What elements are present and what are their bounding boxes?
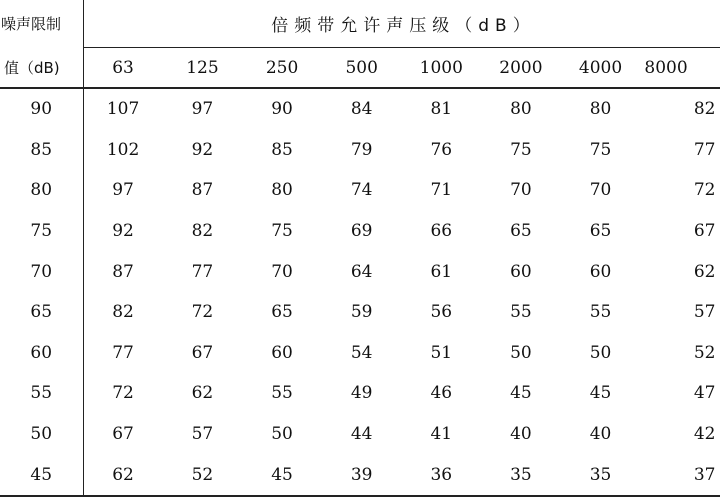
noise-limit-header-line1: 噪声限制 [0,0,83,48]
sound-pressure-cell: 92 [191,139,214,160]
sound-pressure-cell: 71 [430,180,453,201]
sound-pressure-cell: 45 [242,454,322,496]
sound-pressure-cell: 67 [693,221,716,242]
sound-pressure-cell: 75 [510,139,532,160]
sound-pressure-cell: 81 [430,99,453,120]
table-row [0,88,720,130]
sound-pressure-cell: 82 [693,99,716,120]
table-row [0,170,720,211]
frequency-header: 250 [242,48,322,89]
sound-pressure-cell: 80 [271,180,293,201]
sound-pressure-cell: 55 [271,383,293,404]
sound-pressure-cell: 45 [589,383,612,404]
sound-pressure-cell: 41 [430,424,453,445]
sound-pressure-cell: 40 [589,424,612,445]
sound-pressure-cell: 74 [350,180,373,201]
sound-pressure-cell: 65 [510,221,532,242]
frequency-header: 63 [83,48,163,89]
table-row [0,292,720,333]
table-row [0,333,720,374]
sound-pressure-cell: 62 [693,261,716,282]
sound-pressure-cell: 45 [510,383,532,404]
sound-pressure-cell: 65 [271,302,293,323]
sound-pressure-cell: 51 [430,342,453,363]
sound-pressure-cell: 40 [510,424,532,445]
noise-limit-cell: 75 [0,211,83,252]
table-body [0,88,720,496]
sound-pressure-cell: 82 [112,302,134,323]
sound-pressure-cell: 72 [112,383,134,404]
sound-pressure-cell: 50 [510,342,532,363]
sound-pressure-cell: 64 [350,261,373,282]
sound-pressure-cell: 55 [589,302,612,323]
sound-pressure-cell: 47 [693,383,716,404]
noise-limit-cell: 70 [0,251,83,292]
sound-pressure-cell: 50 [271,424,293,445]
sound-pressure-cell: 97 [112,180,134,201]
header-row-title [0,0,720,48]
sound-pressure-cell: 55 [510,302,532,323]
sound-pressure-cell: 102 [106,139,140,160]
sound-pressure-cell: 46 [430,383,453,404]
sound-pressure-cell: 87 [112,261,134,282]
sound-pressure-cell: 92 [112,221,134,242]
sound-pressure-cell: 35 [481,454,561,496]
sound-pressure-cell: 77 [693,139,716,160]
sound-pressure-cell: 87 [191,180,214,201]
sound-pressure-cell: 66 [430,221,453,242]
octave-band-title: 倍频带允许声压级（dB） [83,0,720,48]
sound-pressure-cell: 97 [191,99,214,120]
sound-pressure-cell: 49 [350,383,373,404]
sound-pressure-cell: 36 [402,454,482,496]
sound-pressure-cell: 80 [589,99,612,120]
noise-limit-cell: 65 [0,292,83,333]
noise-limit-header-line2: 值（dB) [0,48,83,89]
sound-pressure-cell: 60 [589,261,612,282]
sound-pressure-cell: 37 [640,454,720,496]
table-row [0,454,720,496]
sound-pressure-cell: 57 [191,424,214,445]
sound-pressure-cell: 39 [322,454,402,496]
sound-pressure-cell: 62 [83,454,163,496]
frequency-header: 8000 [640,48,720,89]
frequency-header: 500 [322,48,402,89]
sound-pressure-cell: 60 [271,342,293,363]
sound-pressure-cell: 70 [589,180,612,201]
sound-pressure-cell: 79 [350,139,373,160]
sound-pressure-cell: 57 [693,302,716,323]
sound-pressure-cell: 52 [163,454,243,496]
frequency-header: 125 [163,48,243,89]
noise-limit-cell: 85 [0,130,83,171]
sound-pressure-cell: 42 [693,424,716,445]
sound-pressure-cell: 70 [271,261,293,282]
noise-limit-cell: 45 [0,454,83,496]
sound-pressure-cell: 52 [693,342,716,363]
sound-pressure-cell: 75 [589,139,612,160]
noise-limit-cell: 55 [0,373,83,414]
noise-limit-cell: 60 [0,333,83,374]
sound-pressure-cell: 70 [510,180,532,201]
table-row [0,414,720,455]
noise-limit-cell: 50 [0,414,83,455]
sound-pressure-cell: 59 [350,302,373,323]
table-row [0,373,720,414]
sound-pressure-cell: 84 [350,99,373,120]
sound-pressure-cell: 72 [693,180,716,201]
sound-pressure-cell: 35 [561,454,641,496]
sound-pressure-cell: 75 [271,221,293,242]
sound-pressure-cell: 56 [430,302,453,323]
sound-pressure-cell: 82 [191,221,214,242]
sound-pressure-cell: 77 [112,342,134,363]
sound-pressure-cell: 54 [350,342,373,363]
sound-pressure-cell: 76 [430,139,453,160]
noise-limit-cell: 90 [0,88,83,130]
sound-pressure-cell: 62 [191,383,214,404]
sound-pressure-cell: 90 [271,99,293,120]
table-row [0,130,720,171]
sound-pressure-cell: 61 [430,261,453,282]
sound-pressure-cell: 80 [510,99,532,120]
sound-pressure-cell: 60 [510,261,532,282]
sound-pressure-cell: 69 [350,221,373,242]
frequency-header: 4000 [561,48,641,89]
table-row [0,251,720,292]
sound-pressure-cell: 107 [106,99,140,120]
sound-pressure-cell: 72 [191,302,214,323]
sound-pressure-cell: 65 [589,221,612,242]
sound-pressure-cell: 67 [112,424,134,445]
table-row [0,211,720,252]
sound-pressure-cell: 77 [191,261,214,282]
frequency-header: 2000 [481,48,561,89]
sound-pressure-cell: 85 [271,139,293,160]
sound-pressure-cell: 67 [191,342,214,363]
noise-limit-cell: 80 [0,170,83,211]
frequency-header: 1000 [402,48,482,89]
sound-pressure-cell: 44 [350,424,373,445]
sound-pressure-cell: 50 [589,342,612,363]
header-row-frequencies [0,48,720,89]
